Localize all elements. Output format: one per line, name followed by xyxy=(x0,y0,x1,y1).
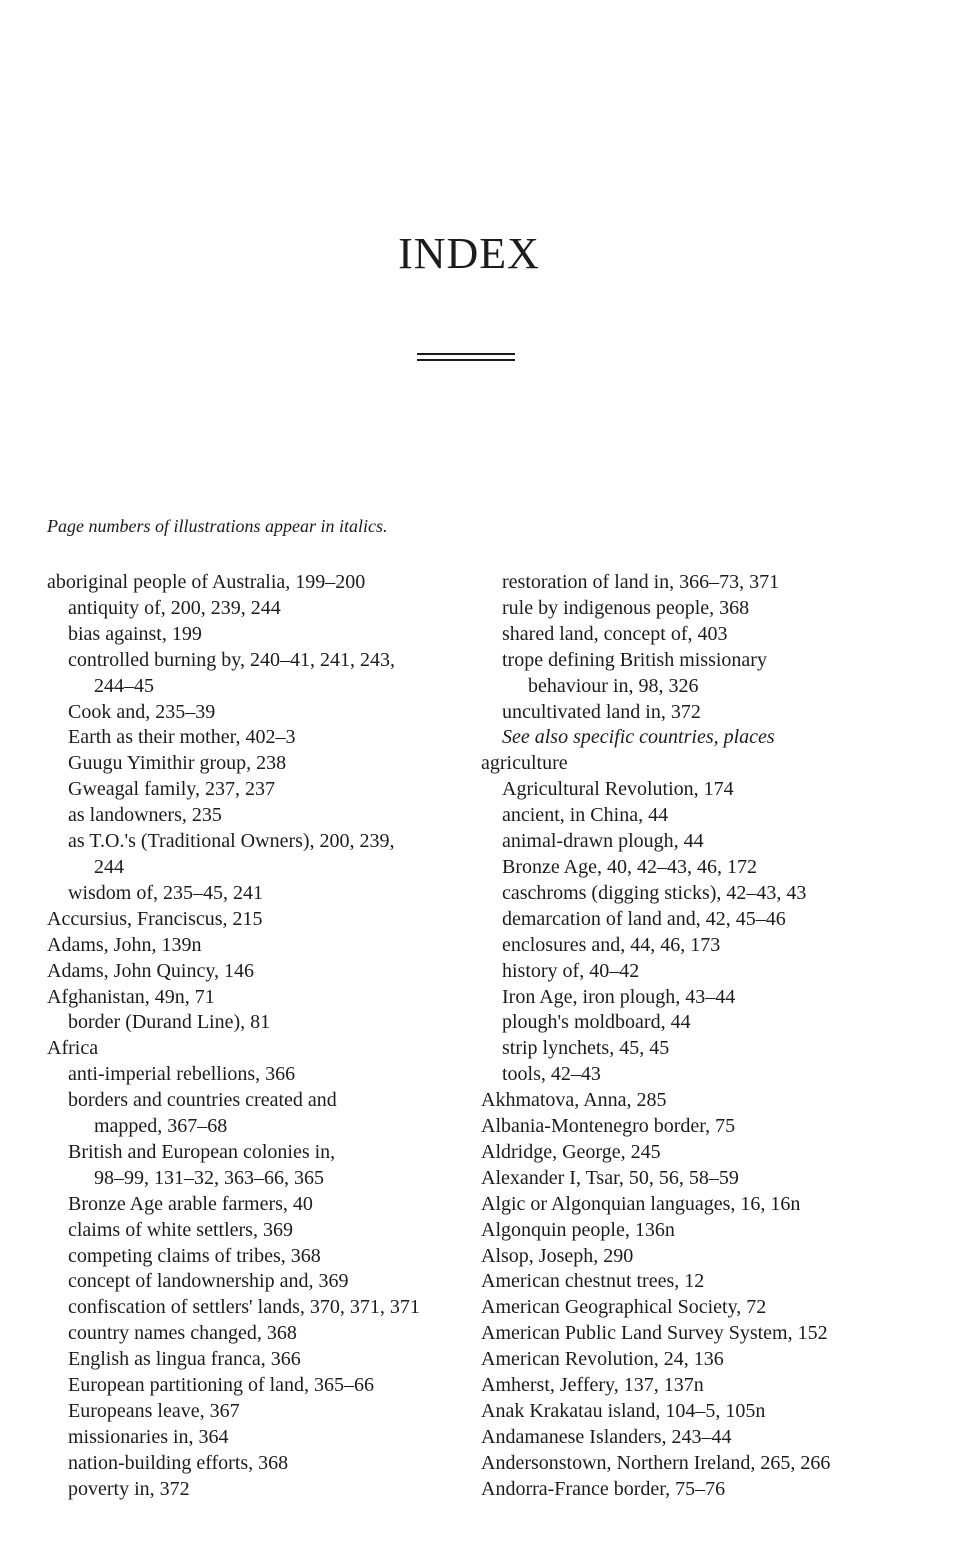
index-subentry: Agricultural Revolution, 174 xyxy=(502,778,734,801)
index-subentry: anti-imperial rebellions, 366 xyxy=(68,1063,296,1086)
index-entry: Alexander I, Tsar, 50, 56, 58–59 xyxy=(481,1166,739,1189)
index-entry: American Public Land Survey System, 152 xyxy=(481,1322,828,1345)
index-subentry: missionaries in, 364 xyxy=(68,1425,229,1448)
index-subentry: restoration of land in, 366–73, 371 xyxy=(502,571,780,593)
index-subentry: tools, 42–43 xyxy=(502,1063,601,1086)
index-subentry: competing claims of tribes, 368 xyxy=(68,1244,321,1267)
page-title: INDEX xyxy=(398,229,540,278)
index-entry: Alsop, Joseph, 290 xyxy=(481,1244,634,1267)
index-subentry: nation-building efforts, 368 xyxy=(68,1451,289,1474)
index-subentry: borders and countries created and xyxy=(68,1089,337,1112)
index-subentry: strip lynchets, 45, 45 xyxy=(502,1037,670,1060)
index-subentry: Iron Age, iron plough, 43–44 xyxy=(502,985,736,1008)
index-subentry: demarcation of land and, 42, 45–46 xyxy=(502,907,786,930)
index-subentry: Bronze Age, 40, 42–43, 46, 172 xyxy=(502,855,757,878)
index-subentry: bias against, 199 xyxy=(68,622,202,645)
index-subentry: poverty in, 372 xyxy=(68,1477,190,1500)
index-entry: American Geographical Society, 72 xyxy=(481,1296,767,1319)
index-continuation: 244–45 xyxy=(94,674,154,697)
index-subentry: controlled burning by, 240–41, 241, 243, xyxy=(68,648,396,671)
index-subentry: as T.O.'s (Traditional Owners), 200, 239, xyxy=(68,830,395,853)
index-entry: aboriginal people of Australia, 199–200 xyxy=(47,571,366,593)
index-subentry: border (Durand Line), 81 xyxy=(68,1011,271,1034)
index-subentry: animal-drawn plough, 44 xyxy=(502,830,704,853)
index-subentry: Earth as their mother, 402–3 xyxy=(68,726,296,749)
index-subentry: caschroms (digging sticks), 42–43, 43 xyxy=(502,881,807,904)
index-entry: Accursius, Franciscus, 215 xyxy=(47,907,263,930)
index-subentry: Bronze Age arable farmers, 40 xyxy=(68,1192,313,1215)
index-entry: Albania-Montenegro border, 75 xyxy=(481,1115,736,1138)
index-subentry: plough's moldboard, 44 xyxy=(502,1011,691,1034)
index-subentry: confiscation of settlers' lands, 370, 371, 371 xyxy=(68,1296,420,1319)
index-subentry: ancient, in China, 44 xyxy=(502,804,669,827)
italics-note: Page numbers of illustrations appear in italics. xyxy=(47,516,388,536)
index-entry: agriculture xyxy=(481,752,568,775)
index-entry: Algonquin people, 136n xyxy=(481,1218,675,1241)
index-subentry: European partitioning of land, 365–66 xyxy=(68,1374,375,1397)
index-entry: Adams, John, 139n xyxy=(47,933,202,956)
index-subentry: history of, 40–42 xyxy=(502,959,640,982)
index-subentry: Gweagal family, 237, 237 xyxy=(68,778,275,801)
index-entry: Andorra-France border, 75–76 xyxy=(481,1477,726,1500)
index-subentry: Guugu Yimithir group, 238 xyxy=(68,752,287,775)
index-entry: Algic or Algonquian languages, 16, 16n xyxy=(481,1192,801,1215)
index-entry: American Revolution, 24, 136 xyxy=(481,1348,724,1371)
index-entry: Afghanistan, 49n, 71 xyxy=(47,985,215,1008)
index-subentry: British and European colonies in, xyxy=(68,1140,336,1163)
index-subentry: country names changed, 368 xyxy=(68,1322,297,1345)
title-double-rule xyxy=(417,353,515,361)
index-subentry: See also specific countries, places xyxy=(502,726,775,749)
index-continuation: 98–99, 131–32, 363–66, 365 xyxy=(94,1166,324,1189)
index-entry: Aldridge, George, 245 xyxy=(481,1140,661,1163)
index-entry: Adams, John Quincy, 146 xyxy=(47,959,255,982)
index-subentry: wisdom of, 235–45, 241 xyxy=(68,881,263,904)
index-entry: American chestnut trees, 12 xyxy=(481,1270,705,1293)
index-subentry: enclosures and, 44, 46, 173 xyxy=(502,933,721,956)
index-subentry: Europeans leave, 367 xyxy=(68,1400,240,1422)
index-continuation: mapped, 367–68 xyxy=(94,1115,228,1138)
index-subentry: English as lingua franca, 366 xyxy=(68,1348,301,1371)
index-subentry: shared land, concept of, 403 xyxy=(502,622,728,645)
index-subentry: Cook and, 235–39 xyxy=(68,700,216,723)
index-continuation: behaviour in, 98, 326 xyxy=(528,674,699,697)
index-subentry: rule by indigenous people, 368 xyxy=(502,596,750,619)
index-column-left xyxy=(47,570,477,1503)
index-subentry: claims of white settlers, 369 xyxy=(68,1218,293,1241)
index-entry: Akhmatova, Anna, 285 xyxy=(481,1089,667,1112)
index-subentry: uncultivated land in, 372 xyxy=(502,700,701,723)
index-subentry: concept of landownership and, 369 xyxy=(68,1270,349,1293)
index-entry: Africa xyxy=(47,1037,99,1060)
index-subentry: antiquity of, 200, 239, 244 xyxy=(68,596,281,619)
index-entry: Anak Krakatau island, 104–5, 105n xyxy=(481,1400,766,1422)
index-entry: Amherst, Jeffery, 137, 137n xyxy=(481,1374,704,1397)
index-entry: Andamanese Islanders, 243–44 xyxy=(481,1425,732,1448)
index-continuation: 244 xyxy=(94,855,124,878)
index-column-right xyxy=(481,570,951,1503)
index-subentry: trope defining British missionary xyxy=(502,648,767,671)
index-entry: Andersonstown, Northern Ireland, 265, 266 xyxy=(481,1451,831,1474)
index-subentry: as landowners, 235 xyxy=(68,804,222,827)
